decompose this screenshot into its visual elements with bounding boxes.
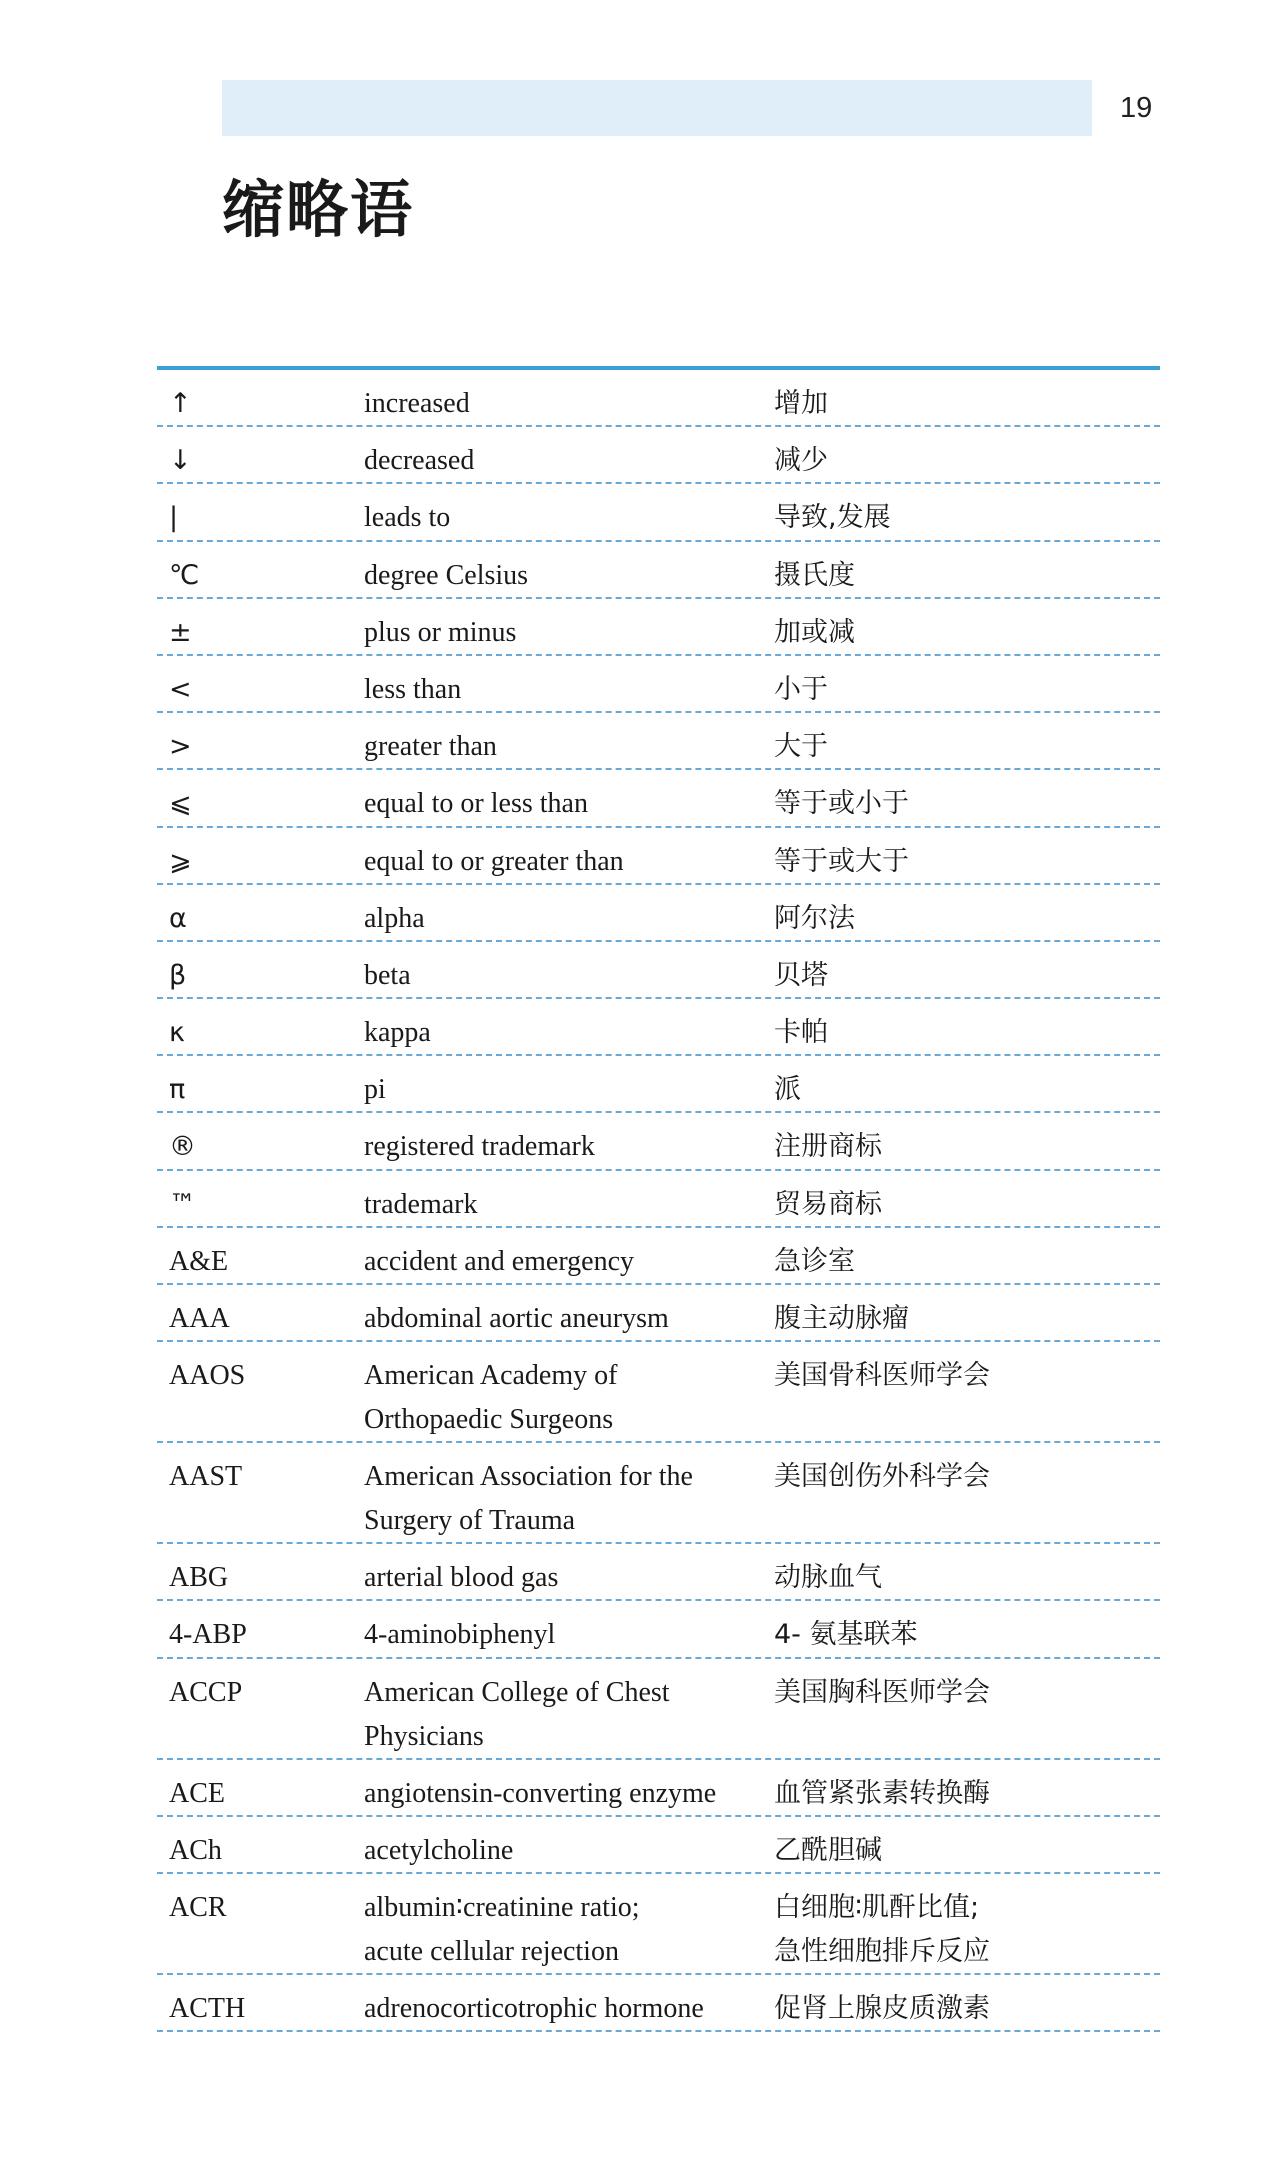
abbreviation-cell: ± [169, 616, 192, 648]
chinese-term-cell [774, 954, 1160, 998]
table-row [157, 885, 1160, 942]
abbreviation-cell: α [169, 902, 187, 934]
abbreviation-cell: β [169, 959, 187, 991]
chinese-term-cell [774, 496, 1160, 540]
chinese-term-line: 减少 [774, 445, 828, 477]
english-term-cell [364, 1011, 774, 1055]
table-row [157, 1342, 1160, 1443]
chinese-term-line: 腹主动脉瘤 [774, 1303, 909, 1334]
english-term-line: less than [364, 673, 462, 705]
chinese-term-line: 卡帕 [774, 1017, 828, 1049]
english-term-line: American Association for the [364, 1461, 693, 1493]
chinese-term-cell [774, 1354, 1160, 1398]
chinese-term-line: 动脉血气 [774, 1562, 882, 1594]
english-term-cell [364, 382, 774, 426]
chinese-term-cell [774, 1011, 1160, 1055]
abbreviation-cell: 4-ABP [169, 1619, 247, 1651]
chinese-term-line: 急性细胞排斥反应 [774, 1935, 990, 1967]
chinese-term-line: 4- 氨基联苯 [774, 1619, 918, 1651]
abbreviation-cell: A&E [169, 1245, 229, 1277]
chinese-term-cell [774, 1183, 1160, 1227]
chinese-term-cell [774, 439, 1160, 483]
table-row [157, 1975, 1160, 2032]
abbreviation-cell: ⩽ [169, 788, 192, 820]
abbreviation-cell: ACE [169, 1777, 225, 1809]
chinese-term-cell [774, 840, 1160, 884]
english-term-line: American Academy of [364, 1360, 618, 1392]
english-term-cell [364, 1556, 774, 1600]
abbreviation-cell: ACh [169, 1834, 222, 1866]
table-row [157, 370, 1160, 427]
abbreviation-cell: AAST [169, 1461, 243, 1493]
english-term-line: 4-aminobiphenyl [364, 1619, 556, 1651]
abbreviation-cell: AAA [169, 1303, 230, 1334]
table-row [157, 542, 1160, 599]
english-term-line: increased [364, 388, 470, 419]
table-row [157, 1228, 1160, 1285]
table-row [157, 427, 1160, 484]
chinese-term-line: 派 [774, 1074, 801, 1106]
english-term-cell [364, 554, 774, 598]
english-term-line: greater than [364, 731, 497, 763]
english-term-cell [364, 782, 774, 826]
english-term-line: alpha [364, 902, 425, 934]
chinese-term-line: 摄氏度 [774, 559, 855, 591]
table-row [157, 1113, 1160, 1170]
abbreviation-cell: π [169, 1074, 186, 1106]
chinese-term-line: 美国创伤外科学会 [774, 1461, 990, 1493]
table-row [157, 1544, 1160, 1601]
english-term-line: acetylcholine [364, 1834, 514, 1866]
chinese-term-line: 阿尔法 [774, 902, 855, 934]
chinese-term-cell [774, 1829, 1160, 1873]
english-term-cell [364, 1613, 774, 1657]
chinese-term-cell [774, 668, 1160, 712]
chinese-term-line: 血管紧张素转换酶 [774, 1777, 990, 1809]
english-term-cell [364, 1125, 774, 1169]
english-term-cell [364, 1354, 774, 1442]
chinese-term-cell [774, 1240, 1160, 1284]
english-term-line: accident and emergency [364, 1245, 635, 1277]
chinese-term-line: 急诊室 [774, 1245, 855, 1277]
table-row [157, 1874, 1160, 1975]
page-number: 19 [1120, 92, 1153, 124]
abbreviation-cell: κ [169, 1017, 185, 1049]
english-term-cell [364, 668, 774, 712]
chinese-term-cell [774, 1987, 1160, 2031]
abbreviation-table [157, 366, 1160, 2032]
english-term-cell [364, 1772, 774, 1816]
english-term-cell [364, 897, 774, 941]
table-row [157, 1817, 1160, 1874]
chinese-term-line: 贝塔 [774, 959, 828, 991]
table-row [157, 713, 1160, 770]
english-term-cell [364, 1183, 774, 1227]
chinese-term-cell [774, 782, 1160, 826]
chinese-term-line: 小于 [774, 673, 828, 705]
abbreviation-cell: ↑ [169, 388, 192, 419]
english-term-line: decreased [364, 445, 475, 477]
english-term-line: trademark [364, 1188, 478, 1220]
chinese-term-cell [774, 1556, 1160, 1600]
table-row [157, 1285, 1160, 1342]
abbreviation-cell: ABG [169, 1562, 229, 1594]
chinese-term-cell [774, 1886, 1160, 1974]
chinese-term-line: 注册商标 [774, 1131, 882, 1163]
abbreviation-cell: ® [169, 1131, 196, 1163]
english-term-line: kappa [364, 1017, 431, 1049]
chinese-term-cell [774, 897, 1160, 941]
english-term-line: equal to or less than [364, 788, 588, 820]
page-title: 缩略语 [222, 173, 415, 246]
table-row [157, 1443, 1160, 1544]
table-row [157, 1171, 1160, 1228]
english-term-line: Surgery of Trauma [364, 1505, 576, 1537]
english-term-line: abdominal aortic aneurysm [364, 1303, 669, 1334]
chinese-term-line: 等于或大于 [774, 845, 909, 877]
table-row [157, 484, 1160, 541]
english-term-cell [364, 1240, 774, 1284]
chinese-term-line: 美国骨科医师学会 [774, 1360, 990, 1392]
english-term-line: angiotensin-converting enzyme [364, 1777, 717, 1809]
chinese-term-cell [774, 382, 1160, 426]
english-term-cell [364, 611, 774, 655]
table-row [157, 828, 1160, 885]
english-term-line: equal to or greater than [364, 845, 624, 877]
chinese-term-cell [774, 1068, 1160, 1112]
english-term-line: Orthopaedic Surgeons [364, 1404, 614, 1436]
table-row [157, 770, 1160, 827]
chinese-term-line: 贸易商标 [774, 1188, 882, 1220]
english-term-line: albumin∶creatinine ratio; [364, 1891, 640, 1923]
abbreviation-cell: ACR [169, 1891, 227, 1923]
table-row [157, 1659, 1160, 1760]
abbreviation-cell: ACCP [169, 1676, 243, 1708]
chinese-term-cell [774, 1455, 1160, 1499]
english-term-cell [364, 725, 774, 769]
abbreviation-cell: ACTH [169, 1992, 246, 2024]
chinese-term-line: 大于 [774, 731, 828, 763]
table-row [157, 1760, 1160, 1817]
chinese-term-cell [774, 1297, 1160, 1341]
english-term-cell [364, 1829, 774, 1873]
header-band [222, 80, 1092, 136]
abbreviation-cell: ↓ [169, 445, 192, 477]
english-term-line: arterial blood gas [364, 1562, 559, 1594]
chinese-term-line: 导致,发展 [774, 502, 891, 534]
abbreviation-cell: AAOS [169, 1360, 246, 1392]
abbreviation-cell: ⩾ [169, 845, 192, 877]
table-row [157, 656, 1160, 713]
chinese-term-cell [774, 1125, 1160, 1169]
english-term-cell [364, 1671, 774, 1759]
chinese-term-cell [774, 1613, 1160, 1657]
english-term-line: adrenocorticotrophic hormone [364, 1992, 704, 2024]
english-term-line: American College of Chest [364, 1676, 670, 1708]
english-term-cell [364, 1297, 774, 1341]
abbreviation-cell: < [169, 673, 192, 705]
english-term-line: leads to [364, 502, 451, 534]
abbreviation-cell: ℃ [169, 559, 200, 591]
chinese-term-line: 美国胸科医师学会 [774, 1676, 990, 1708]
table-row [157, 599, 1160, 656]
chinese-term-cell [774, 1671, 1160, 1715]
english-term-cell [364, 496, 774, 540]
chinese-term-cell [774, 1772, 1160, 1816]
chinese-term-cell [774, 611, 1160, 655]
abbreviation-cell: ™ [169, 1188, 196, 1220]
english-term-cell [364, 439, 774, 483]
english-term-cell [364, 840, 774, 884]
table-row [157, 942, 1160, 999]
table-row [157, 1601, 1160, 1658]
table-row [157, 1056, 1160, 1113]
english-term-line: beta [364, 959, 411, 991]
english-term-cell [364, 1068, 774, 1112]
english-term-line: pi [364, 1074, 386, 1106]
english-term-line: plus or minus [364, 616, 517, 648]
chinese-term-cell [774, 725, 1160, 769]
abbreviation-cell: | [169, 502, 179, 534]
english-term-cell [364, 1886, 774, 1974]
english-term-line: degree Celsius [364, 559, 529, 591]
chinese-term-line: 白细胞∶肌酐比值; [774, 1891, 980, 1923]
chinese-term-line: 促肾上腺皮质激素 [774, 1992, 990, 2024]
chinese-term-line: 增加 [774, 388, 828, 419]
abbreviation-cell: > [169, 731, 192, 763]
english-term-line: acute cellular rejection [364, 1935, 619, 1967]
english-term-line: registered trademark [364, 1131, 595, 1163]
english-term-cell [364, 1455, 774, 1543]
chinese-term-line: 等于或小于 [774, 788, 909, 820]
chinese-term-line: 加或减 [774, 616, 855, 648]
chinese-term-cell [774, 554, 1160, 598]
table-row [157, 999, 1160, 1056]
english-term-cell [364, 954, 774, 998]
english-term-line: Physicians [364, 1720, 484, 1752]
chinese-term-line: 乙酰胆碱 [774, 1834, 882, 1866]
english-term-cell [364, 1987, 774, 2031]
